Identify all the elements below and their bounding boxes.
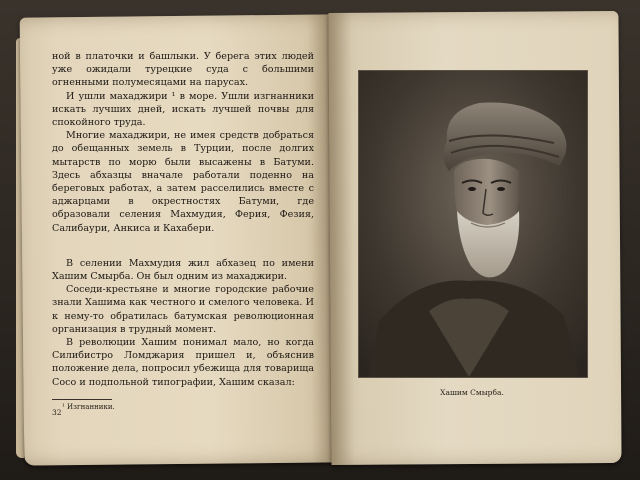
portrait-drawing [359, 71, 587, 377]
left-page-text [52, 50, 314, 412]
paragraph: ной в платочки и башлыки. У берега этих людей уже ожидали турецкие суда с большими огненными полумесяцами на парусах. [52, 51, 314, 89]
portrait-illustration [358, 70, 588, 378]
footnote: ¹ Изгнанники. [62, 402, 115, 411]
paragraph: И ушли махаджири ¹ в море. Ушли изгнанники искать лучших дней, искать лучшей почвы для спокойного труда. [52, 90, 314, 129]
footnote-rule [52, 399, 112, 400]
page-number: 32 [52, 408, 62, 417]
open-book [12, 8, 632, 470]
portrait-caption: Хашим Смырба. [440, 388, 504, 397]
paragraph: Соседи-крестьяне и многие городские рабочие знали Хашима как честного и смелого человека. И к нему-то обратилась батумская революционная организация в трудный момент. [52, 284, 314, 335]
paragraph: В селении Махмудия жил абхазец по имени Хашим Смырба. Он был одним из махаджири. [52, 257, 314, 283]
paragraph: Многие махаджири, не имея средств добраться до обещанных земель в Турции, после долгих мытарств по морю были высажены в Батуми. Здесь абхазцы вначале работали поденно на береговых работах, а затем расселились вместе с аджарцами в окрестностях Батуми, где образовали селения Махмудия, Ферия, Фезия, Салибаури, Анкиса и Кахабери. [52, 130, 314, 234]
paragraph: В революции Хашим понимал мало, но когда Силибистро Ломджария пришел и, объяснив положение дела, попросил убежища для товарища Сосо и подпольной типографии, Хашим сказал: [52, 337, 314, 388]
section-gap [52, 235, 314, 257]
